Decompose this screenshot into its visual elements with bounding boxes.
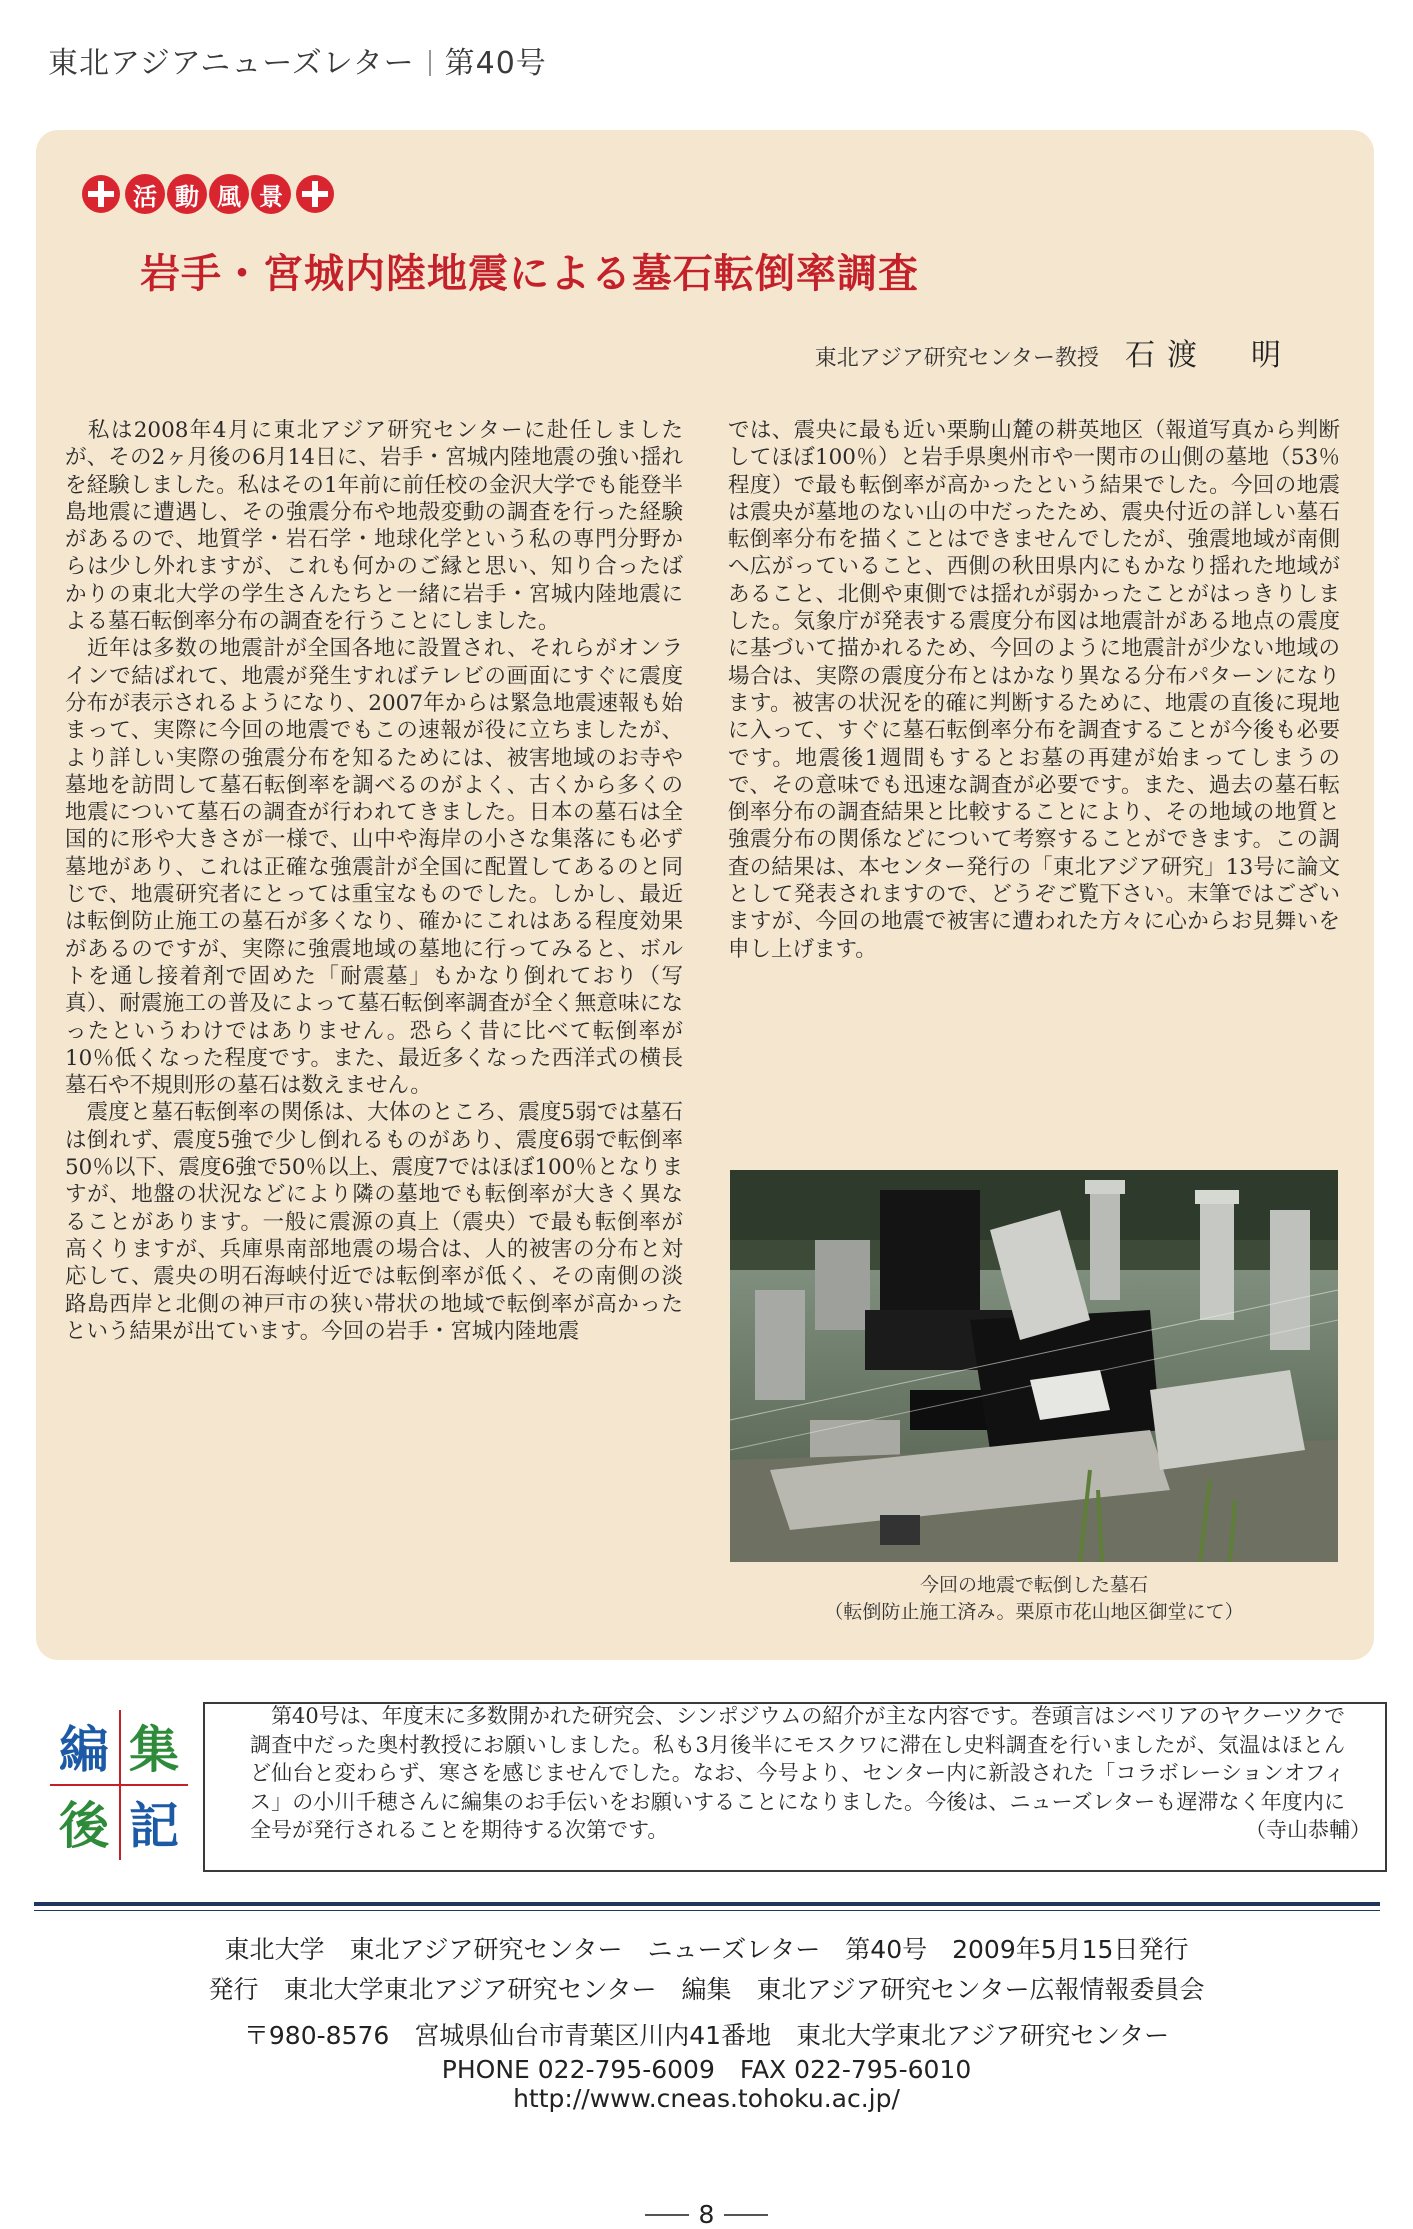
colophon-website-link[interactable]: http://www.cneas.tohoku.ac.jp/	[513, 2084, 900, 2113]
editor-label-char: 集	[129, 1721, 179, 1779]
photo-illustration	[730, 1170, 1338, 1562]
folio-dash	[724, 2214, 768, 2216]
editor-label-char: 後	[59, 1797, 109, 1855]
article-body-right-column: では、震央に最も近い栗駒山麓の耕英地区（報道写真から判断してほぼ100％）と岩手県奥州市や一関市の山側の墓地（53％程度）で最も転倒率が高かったという結果でした。今回の地震は震央が墓地のない山の中だったため、震央付近の詳しい墓石転倒率分布を描くことはできませんでしたが、強震地域が南側へ広がっていること、西側の秋田県内にもかなり揺れた地域があること、北側や東側では揺れが弱かったことがはっきりしました。気象庁が発表する震度分布図は地震計がある地点の震度に基づいて描かれるため、今回のように地震計が少ない地域の場合は、実際の震度分布とはかなり異なる分布パターンになります。被害の状況を的確に判断するために、地震の直後に現地に入って、すぐに墓石転倒率分布を調査することが今後も必要です。地震後1週間もするとお墓の再建が始まってしまうので、その意味でも迅速な調査が必要です。また、過去の墓石転倒率分布の調査結果と比較することにより、その地域の地質と強震分布の関係などについて考察することができます。この調査の結果は、本センター発行の「東北アジア研究」13号に論文として発表されますので、どうぞご覧下さい。末筆ではございますが、今回の地震で被害に遭われた方々に心からお見舞いを申し上げます。	[728, 418, 1340, 962]
author-affiliation: 東北アジア研究センター教授	[814, 346, 1099, 371]
section-badge-char: 景	[251, 174, 291, 214]
page-number-value: 8	[698, 2200, 715, 2229]
photo-caption-detail: （転倒防止施工済み。栗原市花山地区御堂にて）	[824, 1601, 1244, 1623]
section-badge-char: 動	[167, 174, 207, 214]
photo-caption-title: 今回の地震で転倒した墓石	[919, 1574, 1148, 1596]
colophon-address-line: 〒980-8576 宮城県仙台市青葉区川内41番地 東北大学東北アジア研究センター	[243, 2021, 1170, 2050]
section-badge-chars	[124, 174, 292, 214]
toppled-gravestones-photo	[730, 1170, 1338, 1562]
colophon-rule	[34, 1910, 1380, 1911]
colophon-publisher-line: 発行 東北大学東北アジア研究センター 編集 東北アジア研究センター広報情報委員会	[208, 1975, 1205, 2004]
editor-label-char: 編	[59, 1721, 109, 1779]
author-name: 石渡 明	[1125, 338, 1293, 373]
editor-label-char: 記	[129, 1797, 179, 1855]
newsletter-name: 東北アジアニューズレター	[48, 46, 415, 81]
red-cross-icon	[82, 175, 120, 213]
header-separator	[429, 50, 431, 76]
folio-dash	[645, 2214, 689, 2216]
colophon-phone-fax-line: PHONE 022-795-6009 FAX 022-795-6010	[441, 2055, 972, 2084]
colophon-publication-line: 東北大学 東北アジア研究センター ニューズレター 第40号 2009年5月15日発行	[224, 1935, 1189, 1964]
issue-number: 第40号	[444, 46, 547, 81]
section-badge-char: 風	[209, 174, 249, 214]
colophon-rule	[34, 1902, 1380, 1906]
article-title: 岩手・宮城内陸地震による墓石転倒率調査	[140, 251, 919, 297]
editor-note-label	[50, 1710, 188, 1862]
editor-note-signature: （寺山恭輔）	[1245, 1818, 1371, 1842]
red-cross-icon	[296, 175, 334, 213]
editor-note-text: 第40号は、年度末に多数開かれた研究会、シンポジウムの紹介が主な内容です。巻頭言はシベリアのヤクーツクで調査中だった奥村教授にお願いしました。私も3月後半にモスクワに滞在し史料調査を行いましたが、気温はほとんど仙台と変わらず、寒さを感じませんでした。なお、今号より、センター内に新設された「コラボレーションオフィス」の小川千穂さんに編集のお手伝いをお願いすることになりました。今後は、ニューズレターも遅滞なく年度内に全号が発行されることを期待する次第です。	[250, 1704, 1345, 1842]
section-badge	[82, 172, 334, 216]
byline	[815, 330, 1293, 374]
section-badge-char: 活	[125, 174, 165, 214]
article-body-left-column: 私は2008年4月に東北アジア研究センターに赴任しましたが、その2ヶ月後の6月14日に、岩手・宮城内陸地震の強い揺れを経験しました。私はその1年前に前任校の金沢大学でも能登半島地震に遭遇し、その強震分布や地殻変動の調査を行った経験があるので、地質学・岩石学・地球化学という私の専門分野からは少し外れますが、これも何かのご縁と思い、知り合ったばかりの東北大学の学生さんたちと一緒に岩手・宮城内陸地震による墓石転倒率分布の調査を行うことにしました。 近年は多数の地震計が全国各地に設置され、それらがオンラインで結ばれて、地震が発生すればテレビの画面にすぐに震度分布が表示されるようになり、2007年からは緊急地震速報も始まって、実際に今回の地震でもこの速報が役に立ちましたが、より詳しい実際の強震分布を知るためには、被害地域のお寺や墓地を訪問して墓石転倒率を調べるのがよく、古くから多くの地震について墓石の調査が行われてきました。日本の墓石は全国的に形や大きさが一様で、山中や海岸の小さな集落にも必ず墓地があり、これは正確な強震計が全国に配置してあるのと同じで、地震研究者にとっては重宝なものでした。しかし、最近は転倒防止施工の墓石が多くなり、確かにこれはある程度効果があるのですが、実際に強震地域の墓地に行ってみると、ボルトを通し接着剤で固めた「耐震墓」もかなり倒れており（写真）、耐震施工の普及によって墓石転倒率調査が全く無意味になったというわけではありません。恐らく昔に比べて転倒率が10％低くなった程度です。また、最近多くなった西洋式の横長墓石や不規則形の墓石は数えません。 震度と墓石転倒率の関係は、大体のところ、震度5弱では墓石は倒れず、震度5強で少し倒れるものがあり、震度6弱で転倒率50％以下、震度6強で50％以上、震度7ではほぼ100％となりますが、地盤の状況などにより隣の墓地でも転倒率が大きく異なることがあります。一般に震源の真上（震央）で最も転倒率が高くりますが、兵庫県南部地震の場合は、人的被害の分布と対応して、震央の明石海峡付近では転倒率が低く、その南側の淡路島西岸と北側の神戸市の狭い帯状の地域で転倒率が高かったという結果が出ています。今回の岩手・宮城内陸地震	[65, 418, 683, 1344]
running-head	[48, 38, 547, 82]
